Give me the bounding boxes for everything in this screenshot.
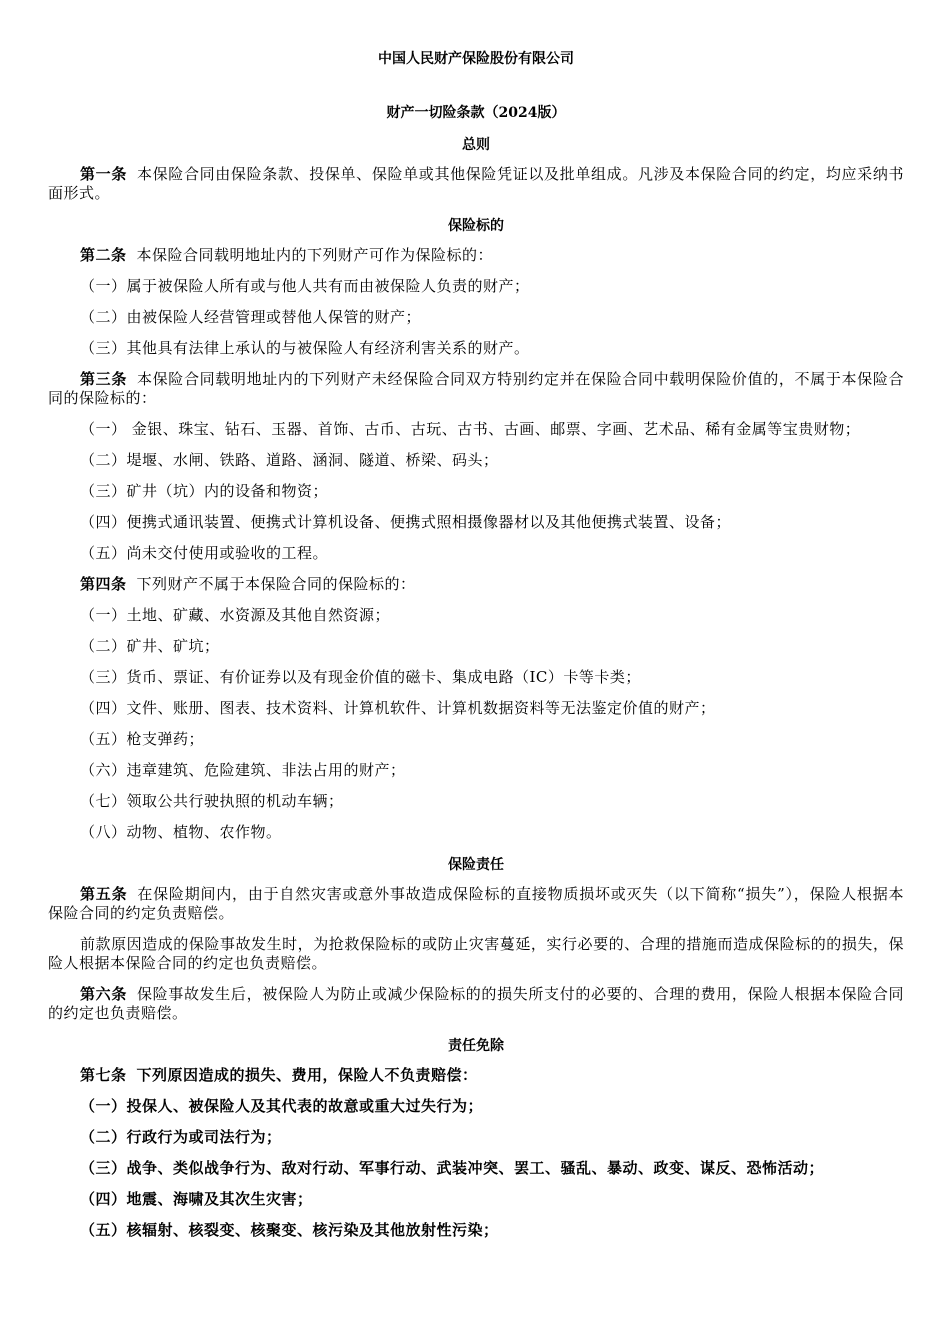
section-heading-general: 总则 xyxy=(462,137,490,153)
list-item: （二）行政行为或司法行为； xyxy=(80,1128,282,1146)
list-item: （四）地震、海啸及其次生灾害； xyxy=(80,1190,313,1208)
list-item: （五）核辐射、核裂变、核聚变、核污染及其他放射性污染； xyxy=(80,1221,499,1239)
section-heading-exclusions: 责任免除 xyxy=(448,1038,504,1054)
list-item: （一） 金银、珠宝、钻石、玉器、首饰、古币、古玩、古书、古画、邮票、字画、艺术品、稀有金属等宝贵财物； xyxy=(80,420,861,438)
list-item: （四）便携式通讯装置、便携式计算机设备、便携式照相摄像器材以及其他便携式装置、设备； xyxy=(80,513,732,531)
list-item: （四）文件、账册、图表、技术资料、计算机软件、计算机数据资料等无法鉴定价值的财产； xyxy=(80,699,716,717)
section-heading-subject: 保险标的 xyxy=(448,218,504,234)
list-item: （二）由被保险人经营管理或替他人保管的财产； xyxy=(80,308,422,326)
list-item: （七）领取公共行驶执照的机动车辆； xyxy=(80,792,344,810)
article-5-para-2: 前款原因造成的保险事故发生时，为抢救保险标的或防止灾害蔓延，实行必要的、合理的措施而造成保险标的的损失，保险人根据本保险合同的约定也负责赔偿。 xyxy=(48,935,904,972)
article-text: 本保险合同载明地址内的下列财产可作为保险标的： xyxy=(136,246,494,264)
article-label: 第二条 xyxy=(80,246,127,264)
article-label: 第五条 xyxy=(80,885,128,903)
list-item: （一）投保人、被保险人及其代表的故意或重大过失行为； xyxy=(80,1097,484,1115)
list-item: （三）其他具有法律上承认的与被保险人有经济利害关系的财产。 xyxy=(80,339,530,357)
article-text: 下列财产不属于本保险合同的保险标的： xyxy=(136,575,416,593)
section-heading-liability: 保险责任 xyxy=(448,857,504,873)
list-item: （五）枪支弹药； xyxy=(80,730,205,748)
article-label: 第三条 xyxy=(80,370,127,388)
article-1 xyxy=(48,165,904,203)
article-6 xyxy=(48,985,904,1023)
article-text: 在保险期间内，由于自然灾害或意外事故造成保险标的直接物质损坏或灭失（以下简称“损失”），保险人根据本保险合同的约定负责赔偿。 xyxy=(48,885,904,922)
list-item: （三）矿井（坑）内的设备和物资； xyxy=(80,482,329,500)
list-item: （一）属于被保险人所有或与他人共有而由被保险人负责的财产； xyxy=(80,277,530,295)
article-label: 第七条 xyxy=(80,1066,127,1084)
document-page xyxy=(48,48,904,1252)
document-title: 财产一切险条款（2024版） xyxy=(386,105,566,121)
list-item: （八）动物、植物、农作物。 xyxy=(80,823,282,841)
article-7 xyxy=(48,1066,904,1085)
article-2 xyxy=(48,246,904,265)
article-5 xyxy=(48,885,904,923)
article-text: 本保险合同载明地址内的下列财产未经保险合同双方特别约定并在保险合同中载明保险价值的，不属于本保险合同的保险标的： xyxy=(48,370,904,407)
list-item: （一）土地、矿藏、水资源及其他自然资源； xyxy=(80,606,391,624)
article-text: 本保险合同由保险条款、投保单、保险单或其他保险凭证以及批单组成。凡涉及本保险合同的约定，均应采纳书面形式。 xyxy=(48,165,904,202)
list-item: （六）违章建筑、危险建筑、非法占用的财产； xyxy=(80,761,406,779)
list-item: （三）战争、类似战争行为、敌对行动、军事行动、武装冲突、罢工、骚乱、暴动、政变、谋反、恐怖活动； xyxy=(80,1159,825,1177)
article-label: 第一条 xyxy=(80,165,127,183)
list-item: （五）尚未交付使用或验收的工程。 xyxy=(80,544,329,562)
company-name: 中国人民财产保险股份有限公司 xyxy=(378,51,574,67)
list-item: （三）货币、票证、有价证券以及有现金价值的磁卡、集成电路（IC）卡等卡类； xyxy=(80,668,641,686)
list-item: （二）矿井、矿坑； xyxy=(80,637,220,655)
article-label: 第四条 xyxy=(80,575,127,593)
article-3 xyxy=(48,370,904,408)
article-4 xyxy=(48,575,904,594)
article-label: 第六条 xyxy=(80,985,127,1003)
article-text: 下列原因造成的损失、费用，保险人不负责赔偿： xyxy=(136,1066,478,1084)
article-text: 保险事故发生后，被保险人为防止或减少保险标的的损失所支付的必要的、合理的费用，保险人根据本保险合同的约定也负责赔偿。 xyxy=(48,985,904,1022)
list-item: （二）堤堰、水闸、铁路、道路、涵洞、隧道、桥梁、码头； xyxy=(80,451,499,469)
